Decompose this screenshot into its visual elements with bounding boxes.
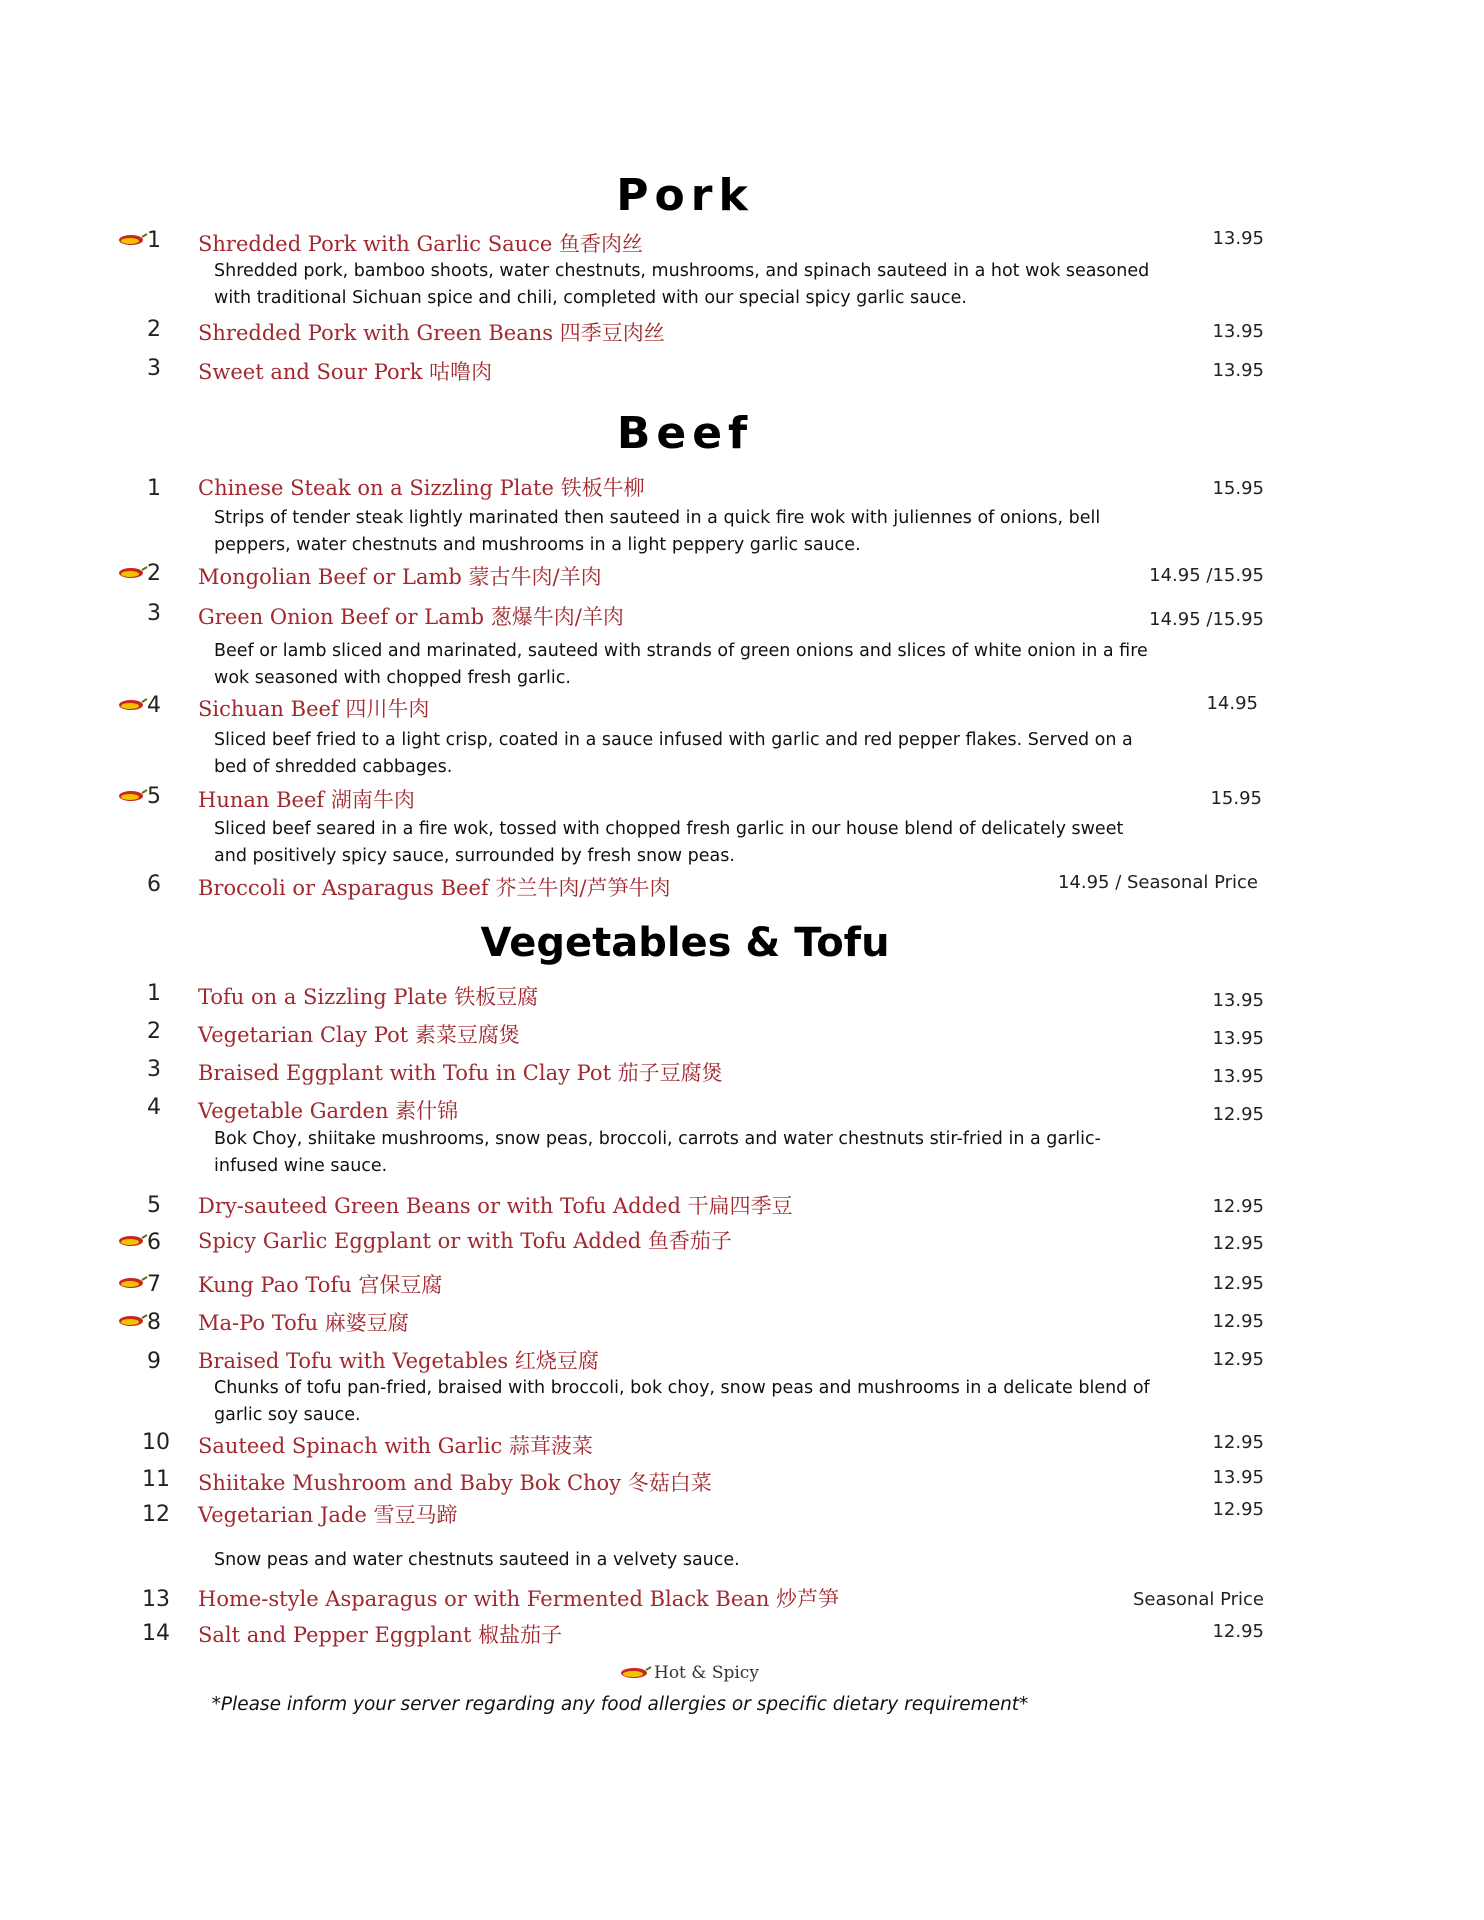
- item-price: 12.95: [1212, 1233, 1264, 1254]
- item-description: Beef or lamb sliced and marinated, sauteed with strands of green onions and slices of white onion in a fire wok seasoned with chopped fresh garlic.: [214, 641, 1148, 688]
- item-number: 6: [147, 872, 161, 897]
- item-price: 13.95: [1212, 1028, 1264, 1049]
- section-title-beef: Beef: [616, 408, 754, 459]
- section-title-pork: Pork: [616, 170, 754, 221]
- item-number: 4: [147, 1095, 161, 1120]
- legend: [620, 1662, 759, 1683]
- item-number: 2: [147, 561, 161, 586]
- item-price: 13.95: [1212, 360, 1264, 381]
- item-number: 6: [147, 1230, 161, 1255]
- item-price: 15.95: [1212, 478, 1264, 499]
- allergy-note: *Please inform your server regarding any food allergies or specific dietary requirement*: [211, 1694, 1029, 1715]
- item-description: Chunks of tofu pan-fried, braised with broccoli, bok choy, snow peas and mushrooms in a delicate blend of garlic soy sauce.: [214, 1378, 1150, 1425]
- chili-pepper-icon: [620, 1665, 652, 1681]
- item-name: Vegetable Garden 素什锦: [198, 1099, 459, 1123]
- item-name: Shredded Pork with Garlic Sauce 鱼香肉丝: [198, 232, 643, 256]
- item-price: 15.95: [1210, 788, 1262, 809]
- item-price: 13.95: [1212, 321, 1264, 342]
- item-price: 14.95 /15.95: [1149, 565, 1264, 586]
- item-name: Green Onion Beef or Lamb 葱爆牛肉/羊肉: [198, 605, 624, 629]
- item-number: 7: [147, 1272, 161, 1297]
- item-name: Dry-sauteed Green Beans or with Tofu Added 干扁四季豆: [198, 1194, 793, 1218]
- item-number: 2: [147, 317, 161, 342]
- item-name: Braised Eggplant with Tofu in Clay Pot 茄子豆腐煲: [198, 1061, 723, 1085]
- item-number: 4: [147, 693, 161, 718]
- item-price: 12.95: [1212, 1349, 1264, 1370]
- item-price: 12.95: [1212, 1311, 1264, 1332]
- item-name: Home-style Asparagus or with Fermented Black Bean 炒芦笋: [198, 1587, 840, 1611]
- section-title-vegetables-tofu: Vegetables & Tofu: [480, 920, 890, 966]
- item-name: Vegetarian Clay Pot 素菜豆腐煲: [198, 1023, 520, 1047]
- item-name: Mongolian Beef or Lamb 蒙古牛肉/羊肉: [198, 565, 602, 589]
- item-name: Broccoli or Asparagus Beef 芥兰牛肉/芦笋牛肉: [198, 876, 671, 900]
- item-name: Kung Pao Tofu 宫保豆腐: [198, 1273, 443, 1297]
- item-price: 12.95: [1212, 1499, 1264, 1520]
- item-number: 10: [142, 1430, 170, 1455]
- item-description: Shredded pork, bamboo shoots, water chestnuts, mushrooms, and spinach sauteed in a hot wok seasoned with traditional Sichuan spice and chili, completed with our special spicy garlic sauce.: [214, 261, 1150, 308]
- item-price: 12.95: [1212, 1104, 1264, 1125]
- item-name: Ma-Po Tofu 麻婆豆腐: [198, 1311, 409, 1335]
- item-number: 9: [147, 1349, 161, 1374]
- item-price: 13.95: [1212, 990, 1264, 1011]
- item-name: Tofu on a Sizzling Plate 铁板豆腐: [198, 985, 539, 1009]
- item-price: 14.95 / Seasonal Price: [1057, 872, 1258, 893]
- item-number: 3: [147, 1057, 161, 1082]
- item-description: Snow peas and water chestnuts sauteed in a velvety sauce.: [214, 1550, 740, 1570]
- item-price: 12.95: [1212, 1432, 1264, 1453]
- item-price: 12.95: [1212, 1196, 1264, 1217]
- item-name: Shiitake Mushroom and Baby Bok Choy 冬菇白菜: [198, 1471, 712, 1495]
- item-number: 2: [147, 1019, 161, 1044]
- item-number: 3: [147, 356, 161, 381]
- item-number: 3: [147, 601, 161, 626]
- item-price: 14.95 /15.95: [1149, 609, 1264, 630]
- item-price: 13.95: [1212, 1467, 1264, 1488]
- item-description: Sliced beef fried to a light crisp, coated in a sauce infused with garlic and red pepper flakes. Served on a bed of shredded cabbages.: [214, 730, 1133, 777]
- item-price: 13.95: [1212, 1066, 1264, 1087]
- item-number: 8: [147, 1310, 161, 1335]
- item-price: 13.95: [1212, 228, 1264, 249]
- item-price: 12.95: [1212, 1273, 1264, 1294]
- item-name: Vegetarian Jade 雪豆马蹄: [198, 1503, 458, 1527]
- item-description: Sliced beef seared in a fire wok, tossed with chopped fresh garlic in our house blend of delicately sweet and positively spicy sauce, surrounded by fresh snow peas.: [214, 819, 1124, 866]
- item-number: 5: [147, 1193, 161, 1218]
- item-name: Shredded Pork with Green Beans 四季豆肉丝: [198, 321, 665, 345]
- item-number: 1: [147, 476, 161, 501]
- item-name: Sweet and Sour Pork 咕噜肉: [198, 360, 493, 384]
- item-price: 12.95: [1212, 1621, 1264, 1642]
- legend-label: Hot & Spicy: [654, 1663, 759, 1683]
- item-name: Sichuan Beef 四川牛肉: [198, 697, 430, 721]
- item-price: Seasonal Price: [1133, 1589, 1264, 1610]
- item-number: 11: [142, 1467, 170, 1492]
- item-number: 13: [142, 1587, 170, 1612]
- item-name: Hunan Beef 湖南牛肉: [198, 788, 415, 812]
- item-description: Bok Choy, shiitake mushrooms, snow peas, broccoli, carrots and water chestnuts stir-fried in a garlic-infused wine sauce.: [214, 1129, 1101, 1176]
- item-price: 14.95: [1206, 693, 1258, 714]
- item-name: Salt and Pepper Eggplant 椒盐茄子: [198, 1623, 563, 1647]
- item-number: 1: [147, 981, 161, 1006]
- item-number: 14: [142, 1621, 170, 1646]
- item-name: Braised Tofu with Vegetables 红烧豆腐: [198, 1349, 599, 1373]
- item-name: Chinese Steak on a Sizzling Plate 铁板牛柳: [198, 476, 645, 500]
- item-name: Spicy Garlic Eggplant or with Tofu Added 鱼香茄子: [198, 1229, 732, 1253]
- item-description: Strips of tender steak lightly marinated then sauteed in a quick fire wok with juliennes of onions, bell peppers, water chestnuts and mushrooms in a light peppery garlic sauce.: [214, 508, 1101, 555]
- item-name: Sauteed Spinach with Garlic 蒜茸菠菜: [198, 1434, 593, 1458]
- item-number: 1: [147, 228, 161, 253]
- item-number: 5: [147, 784, 161, 809]
- item-number: 12: [142, 1502, 170, 1527]
